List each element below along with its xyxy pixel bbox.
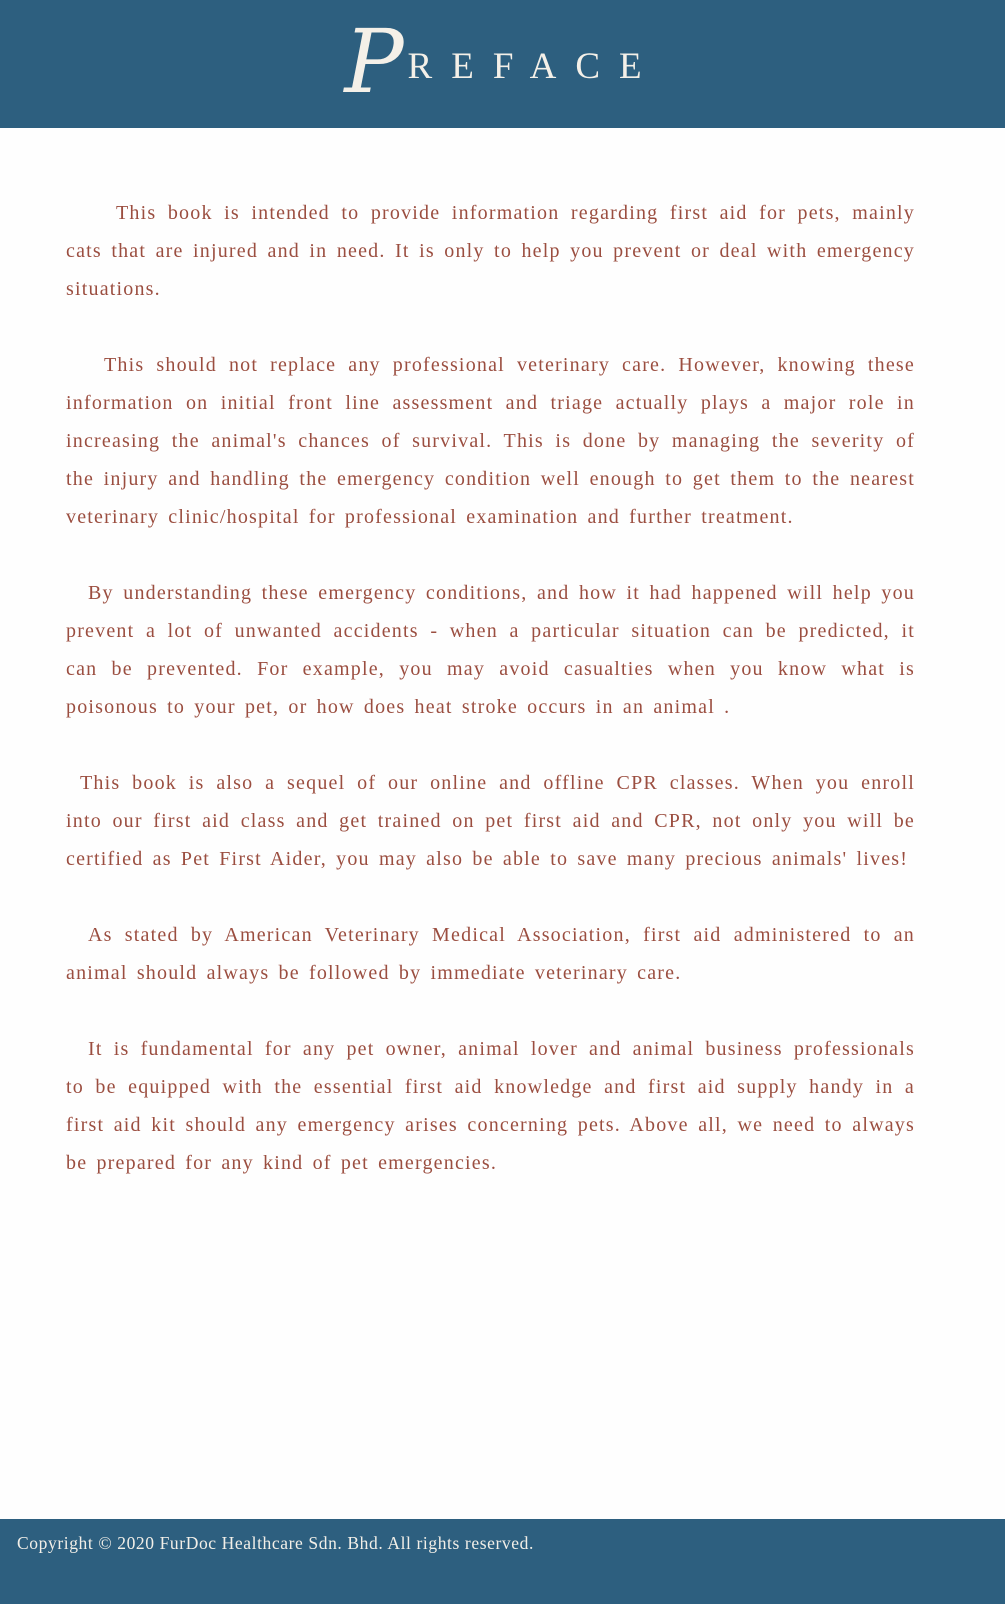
copyright-text: Copyright © 2020 FurDoc Healthcare Sdn. Bhd. All rights reserved. (17, 1533, 534, 1553)
copyright-footer (0, 1519, 1005, 1604)
preface-body (0, 128, 1005, 1220)
preface-title-rest: REFACE (407, 45, 661, 87)
paragraph: As stated by American Veterinary Medical Association, first aid administered to an animal should always be followed by immediate veterinary care. (66, 924, 915, 984)
paragraph: This book is also a sequel of our online and offline CPR classes. When you enroll into our first aid class and get trained on pet first aid and CPR, not only you will be certified as Pet First Aider, you may also be able to save many precious animals' lives! (66, 772, 915, 870)
paragraph: This should not replace any professional veterinary care. However, knowing these information on initial front line assessment and triage actually plays a major role in increasing the animal's chances of survival. This is done by managing the severity of the injury and handling the emergency condition well enough to get them to the nearest veterinary clinic/hospital for professional examination and further treatment. (66, 354, 915, 528)
paragraph: This book is intended to provide information regarding first aid for pets, mainly cats that are injured and in need. It is only to help you prevent or deal with emergency situations. (66, 202, 915, 300)
preface-initial-letter: P (344, 10, 404, 114)
preface-header-banner (0, 0, 1005, 128)
paragraph: By understanding these emergency conditions, and how it had happened will help you prevent a lot of unwanted accidents - when a particular situation can be predicted, it can be prevented. For example, you may avoid casualties when you know what is poisonous to your pet, or how does heat stroke occurs in an animal . (66, 582, 915, 718)
paragraph: It is fundamental for any pet owner, animal lover and animal business professionals to be equipped with the essential first aid knowledge and first aid supply handy in a first aid kit should any emergency arises concerning pets. Above all, we need to always be prepared for any kind of pet emergencies. (66, 1038, 915, 1174)
page-title (344, 10, 661, 114)
